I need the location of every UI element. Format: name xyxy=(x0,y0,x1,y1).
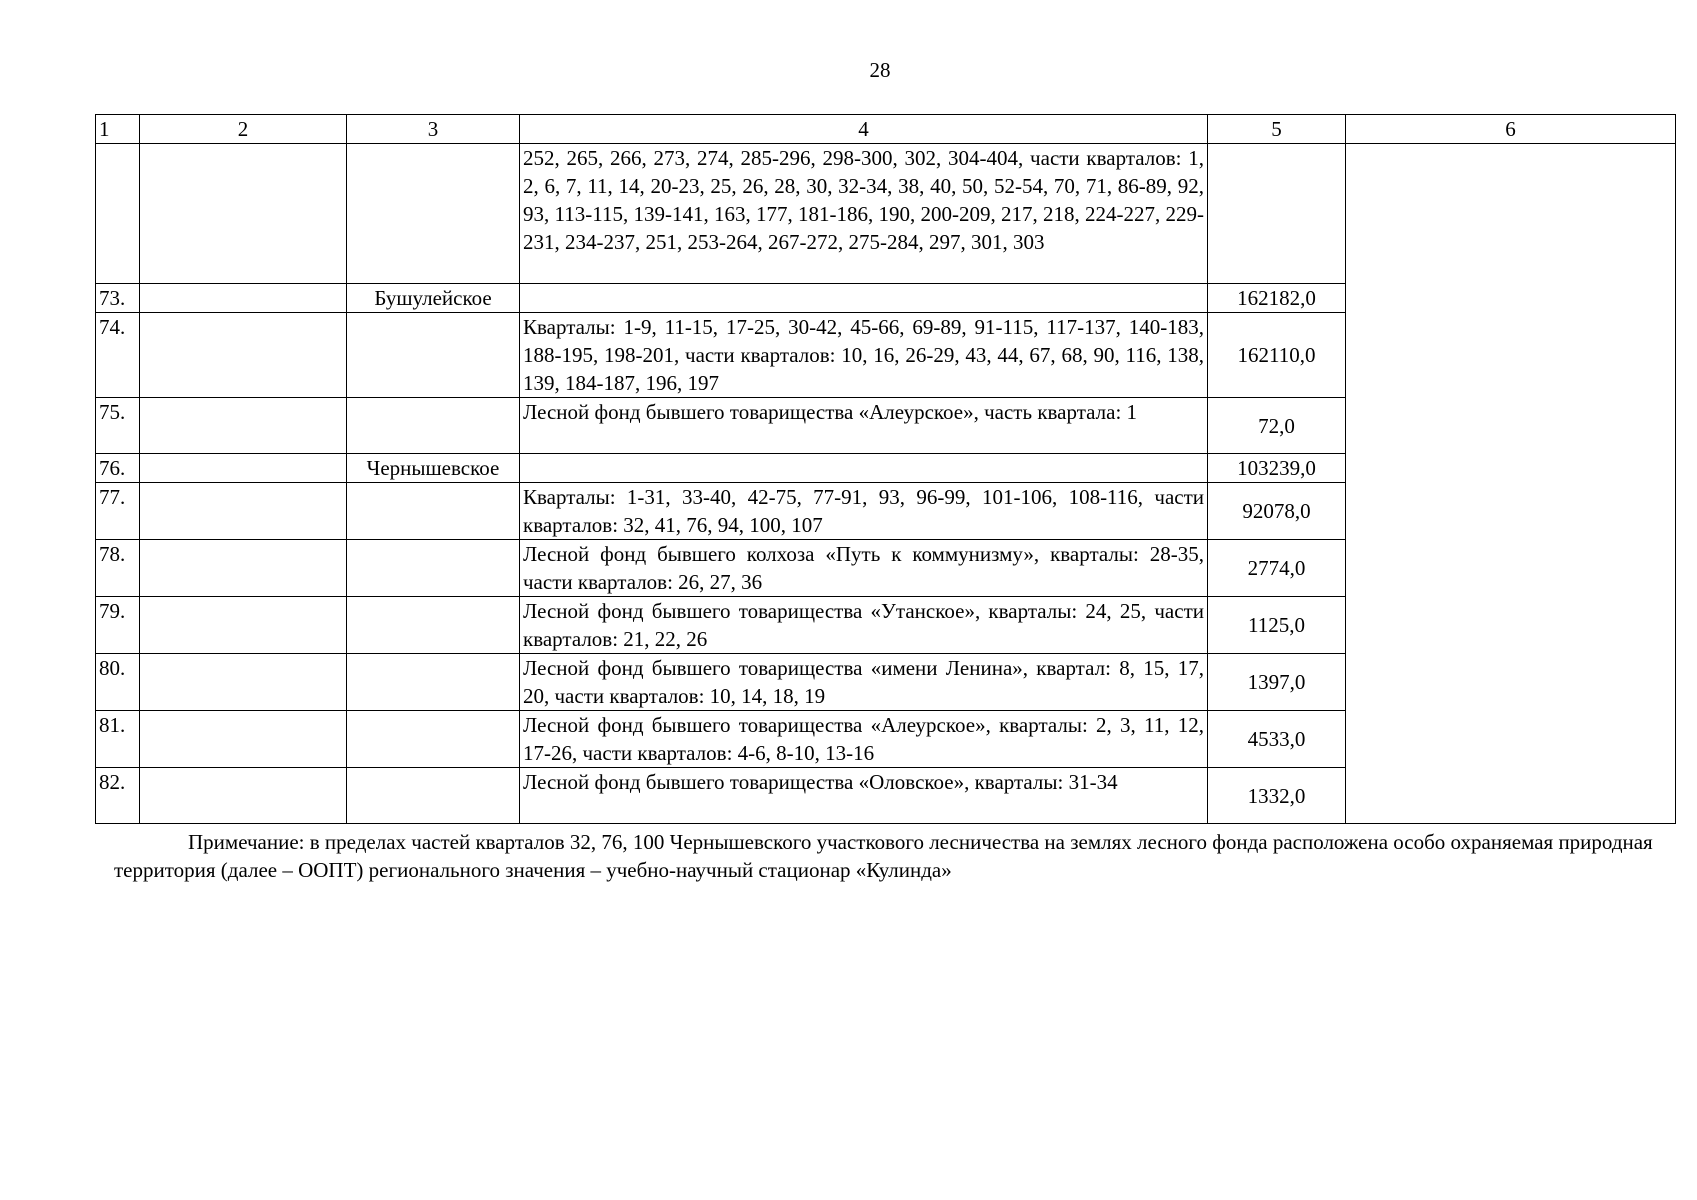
forest-table xyxy=(95,114,1676,824)
forestry-name-cell xyxy=(347,313,520,398)
quarters-description-cell: Лесной фонд бывшего товарищества «Оловское», кварталы: 31-34 xyxy=(520,768,1208,824)
column-header-3: 3 xyxy=(347,115,520,144)
quarters-description-cell: Лесной фонд бывшего товарищества «имени Ленина», квартал: 8, 15, 17, 20, части кварталов: 10, 14, 18, 19 xyxy=(520,654,1208,711)
quarters-description-cell: Лесной фонд бывшего колхоза «Путь к коммунизму», кварталы: 28-35, части кварталов: 26, 27, 36 xyxy=(520,540,1208,597)
row-number-cell xyxy=(96,144,140,284)
row-number-cell: 81. xyxy=(96,711,140,768)
forestry-name-cell xyxy=(347,711,520,768)
area-cell: 1332,0 xyxy=(1208,768,1346,824)
area-cell xyxy=(1208,144,1346,284)
column-header-6: 6 xyxy=(1346,115,1676,144)
column-2-cell xyxy=(140,313,347,398)
column-header-1: 1 xyxy=(96,115,140,144)
page-number: 28 xyxy=(869,58,891,82)
column-2-cell xyxy=(140,483,347,540)
quarters-description-cell: Лесной фонд бывшего товарищества «Утанское», кварталы: 24, 25, части кварталов: 21, 22, 26 xyxy=(520,597,1208,654)
row-number-cell: 80. xyxy=(96,654,140,711)
area-cell: 4533,0 xyxy=(1208,711,1346,768)
area-cell: 162182,0 xyxy=(1208,284,1346,313)
row-number-cell: 79. xyxy=(96,597,140,654)
footnote: Примечание: в пределах частей кварталов 32, 76, 100 Чернышевского участкового лесничества на землях лесного фонда расположена особо охраняемая природная территория (далее – ООПТ) регионального значения – учебно-научный стационар «Кулинда» xyxy=(114,830,1653,882)
forestry-name-cell xyxy=(347,144,520,284)
forestry-name-cell xyxy=(347,398,520,454)
column-2-cell xyxy=(140,398,347,454)
quarters-description-cell: 252, 265, 266, 273, 274, 285-296, 298-300, 302, 304-404, части кварталов: 1, 2, 6, 7, 11, 14, 20-23, 25, 26, 28, 30, 32-34, 38, 40, 50, 52-54, 70, 71, 86-89, 92, 93, 113-115, 139-141, 163, 177, 181-186, 190, 200-209, 217, 218, 224-227, 229-231, 234-237, 251, 253-264, 267-272, 275-284, 297, 301, 303 xyxy=(520,144,1208,284)
row-number-cell: 77. xyxy=(96,483,140,540)
table-header-row xyxy=(96,115,1676,144)
quarters-description-cell: Лесной фонд бывшего товарищества «Алеурское», часть квартала: 1 xyxy=(520,398,1208,454)
quarters-description-cell: Кварталы: 1-9, 11-15, 17-25, 30-42, 45-66, 69-89, 91-115, 117-137, 140-183, 188-195, 198-201, части кварталов: 10, 16, 26-29, 43, 44, 67, 68, 90, 116, 138, 139, 184-187, 196, 197 xyxy=(520,313,1208,398)
column-2-cell xyxy=(140,597,347,654)
forestry-name-cell xyxy=(347,768,520,824)
column-2-cell xyxy=(140,768,347,824)
column-2-cell xyxy=(140,144,347,284)
quarters-description-cell: Кварталы: 1-31, 33-40, 42-75, 77-91, 93, 96-99, 101-106, 108-116, части кварталов: 32, 41, 76, 94, 100, 107 xyxy=(520,483,1208,540)
column-2-cell xyxy=(140,711,347,768)
area-cell: 162110,0 xyxy=(1208,313,1346,398)
area-cell: 72,0 xyxy=(1208,398,1346,454)
area-cell: 1125,0 xyxy=(1208,597,1346,654)
row-number-cell: 76. xyxy=(96,454,140,483)
quarters-description-cell xyxy=(520,454,1208,483)
quarters-description-cell xyxy=(520,284,1208,313)
column-2-cell xyxy=(140,284,347,313)
area-cell: 1397,0 xyxy=(1208,654,1346,711)
area-cell: 103239,0 xyxy=(1208,454,1346,483)
row-number-cell: 73. xyxy=(96,284,140,313)
row-number-cell: 74. xyxy=(96,313,140,398)
forestry-name-cell xyxy=(347,597,520,654)
table-row-continued xyxy=(96,144,1676,284)
forestry-name-cell: Чернышевское xyxy=(347,454,520,483)
forestry-name-cell xyxy=(347,654,520,711)
column-2-cell xyxy=(140,540,347,597)
column-2-cell xyxy=(140,654,347,711)
quarters-description-cell: Лесной фонд бывшего товарищества «Алеурское», кварталы: 2, 3, 11, 12, 17-26, части кварталов: 4-6, 8-10, 13-16 xyxy=(520,711,1208,768)
forestry-name-cell xyxy=(347,483,520,540)
area-cell: 2774,0 xyxy=(1208,540,1346,597)
column-header-4: 4 xyxy=(520,115,1208,144)
column-6-merged-cell xyxy=(1346,144,1676,824)
area-cell: 92078,0 xyxy=(1208,483,1346,540)
row-number-cell: 78. xyxy=(96,540,140,597)
column-2-cell xyxy=(140,454,347,483)
row-number-cell: 82. xyxy=(96,768,140,824)
row-number-cell: 75. xyxy=(96,398,140,454)
column-header-2: 2 xyxy=(140,115,347,144)
forestry-name-cell xyxy=(347,540,520,597)
forestry-name-cell: Бушулейское xyxy=(347,284,520,313)
column-header-5: 5 xyxy=(1208,115,1346,144)
